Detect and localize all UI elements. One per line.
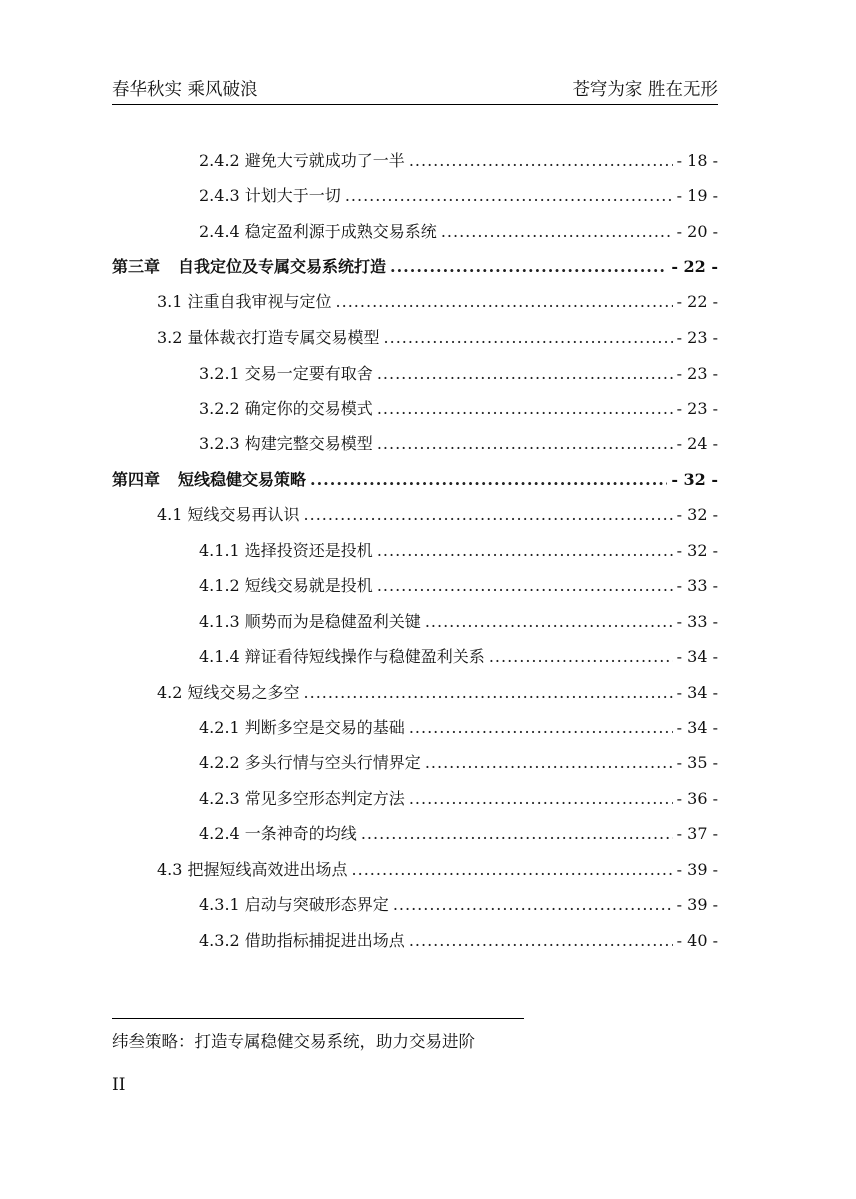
toc-entry[interactable] — [0, 573, 718, 601]
toc-chapter-heading — [112, 254, 390, 277]
toc-entry-page: - 22 - — [676, 292, 718, 311]
toc-entry-label: 4.3.1 启动与突破形态界定 — [199, 895, 389, 914]
toc-entry[interactable] — [0, 750, 718, 778]
dot-leader — [425, 753, 673, 772]
toc-entry-page: - 22 - — [671, 257, 718, 276]
toc-entry-label: 4.1.2 短线交易就是投机 — [199, 576, 373, 595]
dot-leader — [441, 222, 673, 241]
toc-entry[interactable] — [0, 644, 718, 672]
toc-entry-label: 3.2 量体裁衣打造专属交易模型 — [157, 328, 380, 347]
dot-leader — [377, 399, 673, 418]
toc-entry-page: - 19 - — [676, 186, 718, 205]
toc-entry-label: 3.1 注重自我审视与定位 — [157, 292, 332, 311]
dot-leader — [377, 576, 673, 595]
toc-entry-page: - 23 - — [676, 328, 718, 347]
toc-entry-page: - 36 - — [676, 789, 718, 808]
toc-entry[interactable] — [0, 183, 718, 211]
dot-leader — [489, 647, 673, 666]
dot-leader — [384, 328, 673, 347]
running-header — [112, 74, 718, 105]
toc-entry-label: 4.1.3 顺势而为是稳健盈利关键 — [199, 612, 421, 631]
page-number: II — [112, 1075, 126, 1095]
toc-entry[interactable] — [0, 396, 718, 424]
toc-entry-label: 4.2.2 多头行情与空头行情界定 — [199, 753, 421, 772]
toc-entry-label: 2.4.4 稳定盈利源于成熟交易系统 — [199, 222, 437, 241]
toc-entry[interactable] — [0, 361, 718, 389]
toc-entry-page: - 23 - — [676, 364, 718, 383]
toc-entry[interactable] — [0, 431, 718, 459]
toc-entry-page: - 32 - — [676, 505, 718, 524]
dot-leader — [377, 364, 673, 383]
toc-entry[interactable] — [0, 148, 718, 176]
toc-entry[interactable] — [0, 289, 718, 317]
dot-leader — [409, 718, 673, 737]
toc-entry-label: 4.3 把握短线高效进出场点 — [157, 860, 348, 879]
dot-leader — [310, 470, 667, 489]
dot-leader — [352, 860, 673, 879]
toc-entry-label: 4.1 短线交易再认识 — [157, 505, 300, 524]
toc-entry-label: 3.2.2 确定你的交易模式 — [199, 399, 373, 418]
dot-leader — [377, 541, 673, 560]
toc-entry-page: - 40 - — [676, 931, 718, 950]
toc-entry[interactable] — [0, 219, 718, 247]
header-right-text: 苍穹为家 胜在无形 — [572, 80, 718, 100]
toc-entry-page: - 33 - — [676, 612, 718, 631]
toc-entry[interactable] — [0, 680, 718, 708]
toc-chapter-title: 短线稳健交易策略 — [178, 470, 307, 489]
dot-leader — [377, 434, 673, 453]
dot-leader — [425, 612, 673, 631]
toc-entry-label: 3.2.3 构建完整交易模型 — [199, 434, 373, 453]
toc-chapter-entry[interactable] — [0, 467, 718, 495]
toc-entry-page: - 33 - — [676, 576, 718, 595]
toc-entry-label: 4.3.2 借助指标捕捉进出场点 — [199, 931, 405, 950]
toc-entry-page: - 37 - — [676, 824, 718, 843]
toc-entry[interactable] — [0, 502, 718, 530]
footer-rule — [112, 1018, 524, 1019]
dot-leader — [409, 151, 673, 170]
toc-entry-label: 3.2.1 交易一定要有取舍 — [199, 364, 373, 383]
dot-leader — [361, 824, 673, 843]
dot-leader — [304, 505, 673, 524]
toc-chapter-number: 第四章 — [112, 470, 161, 489]
toc-entry-page: - 18 - — [676, 151, 718, 170]
toc-entry-page: - 39 - — [676, 895, 718, 914]
toc-entry-label: 2.4.3 计划大于一切 — [199, 186, 341, 205]
dot-leader — [409, 931, 673, 950]
toc-entry-label: 4.2.4 一条神奇的均线 — [199, 824, 357, 843]
toc-entry-page: - 32 - — [676, 541, 718, 560]
toc-entry-label: 4.2.3 常见多空形态判定方法 — [199, 789, 405, 808]
toc-entry-page: - 35 - — [676, 753, 718, 772]
toc-entry-page: - 32 - — [671, 470, 718, 489]
toc-chapter-heading — [112, 467, 310, 490]
toc-chapter-number: 第三章 — [112, 257, 161, 276]
toc-entry[interactable] — [0, 715, 718, 743]
toc-entry-label: 4.2.1 判断多空是交易的基础 — [199, 718, 405, 737]
toc-entry-label: 4.2 短线交易之多空 — [157, 683, 300, 702]
toc-entry[interactable] — [0, 786, 718, 814]
toc-entry-label: 2.4.2 避免大亏就成功了一半 — [199, 151, 405, 170]
toc-entry-page: - 34 - — [676, 683, 718, 702]
toc-entry[interactable] — [0, 892, 718, 920]
toc-entry[interactable] — [0, 928, 718, 956]
toc-entry-page: - 20 - — [676, 222, 718, 241]
toc-entry-label: 4.1.1 选择投资还是投机 — [199, 541, 373, 560]
footer-text: 纬叁策略：打造专属稳健交易系统，助力交易进阶 — [112, 1032, 475, 1051]
toc-entry[interactable] — [0, 325, 718, 353]
toc-entry[interactable] — [0, 609, 718, 637]
toc-entry[interactable] — [0, 857, 718, 885]
header-left-text: 春华秋实 乘风破浪 — [112, 80, 258, 100]
dot-leader — [390, 257, 667, 276]
toc-entry[interactable] — [0, 821, 718, 849]
dot-leader — [345, 186, 673, 205]
toc-chapter-title: 自我定位及专属交易系统打造 — [178, 257, 387, 276]
toc-entry-page: - 34 - — [676, 647, 718, 666]
toc-entry[interactable] — [0, 538, 718, 566]
dot-leader — [393, 895, 673, 914]
toc-entry-page: - 23 - — [676, 399, 718, 418]
dot-leader — [336, 292, 673, 311]
toc-entry-page: - 34 - — [676, 718, 718, 737]
toc-chapter-entry[interactable] — [0, 254, 718, 282]
dot-leader — [409, 789, 673, 808]
toc-entry-page: - 24 - — [676, 434, 718, 453]
dot-leader — [304, 683, 673, 702]
toc-entry-page: - 39 - — [676, 860, 718, 879]
toc-entry-label: 4.1.4 辩证看待短线操作与稳健盈利关系 — [199, 647, 485, 666]
